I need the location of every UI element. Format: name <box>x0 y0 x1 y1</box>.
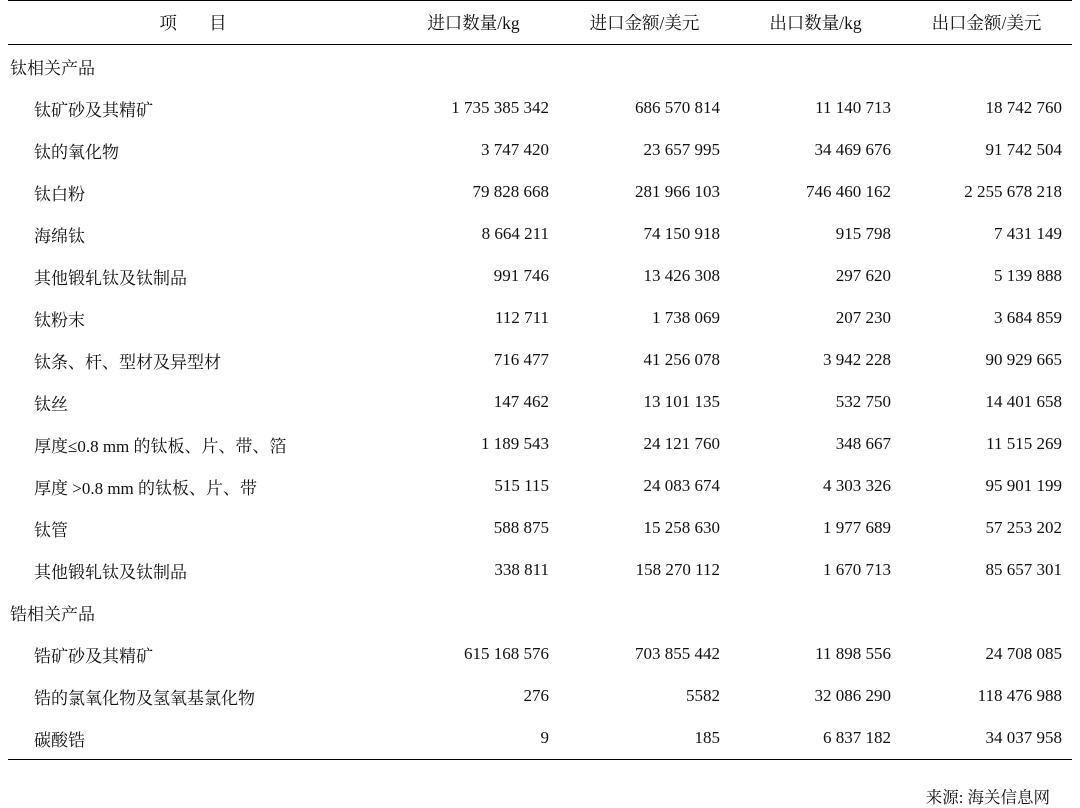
cell-import-qty: 991 746 <box>493 266 549 285</box>
cell-import-val: 24 121 760 <box>643 434 720 453</box>
cell-item: 钛矿砂及其精矿 <box>34 100 153 120</box>
table-body <box>8 45 1072 760</box>
table-row <box>8 87 1072 129</box>
cell-import-val: 41 256 078 <box>643 350 720 369</box>
cell-export-val: 91 742 504 <box>985 140 1062 159</box>
cell-item: 锆相关产品 <box>10 604 95 624</box>
cell-import-val: 74 150 918 <box>643 224 720 243</box>
cell-import-val <box>559 45 730 88</box>
cell-import-qty: 515 115 <box>494 476 549 495</box>
table-header-row <box>8 1 1072 45</box>
cell-export-qty: 1 977 689 <box>823 518 891 537</box>
cell-export-val: 3 684 859 <box>994 308 1062 327</box>
cell-export-val: 7 431 149 <box>994 224 1062 243</box>
cell-export-qty: 348 667 <box>835 434 891 453</box>
cell-import-val: 15 258 630 <box>643 518 720 537</box>
cell-export-qty: 915 798 <box>835 224 891 243</box>
trade-statistics-table <box>8 0 1072 760</box>
cell-export-qty <box>730 591 901 633</box>
cell-export-qty: 532 750 <box>835 392 891 411</box>
table-row <box>8 339 1072 381</box>
cell-import-qty: 615 168 576 <box>464 644 549 663</box>
cell-export-qty: 207 230 <box>835 308 891 327</box>
cell-import-qty: 276 <box>523 686 549 705</box>
cell-import-val: 686 570 814 <box>635 98 720 117</box>
column-header-item: 项 目 <box>159 13 241 33</box>
cell-import-val: 5582 <box>686 686 720 705</box>
cell-export-qty: 1 670 713 <box>823 560 891 579</box>
table-row <box>8 717 1072 760</box>
cell-export-val: 18 742 760 <box>985 98 1062 117</box>
cell-item: 钛条、杆、型材及异型材 <box>34 352 221 372</box>
cell-export-qty: 32 086 290 <box>814 686 891 705</box>
table-row <box>8 549 1072 591</box>
table-row <box>8 129 1072 171</box>
table-row <box>8 423 1072 465</box>
column-header-export-value: 出口金额/美元 <box>931 13 1042 33</box>
cell-import-qty: 9 <box>388 717 559 760</box>
cell-export-qty: 297 620 <box>835 266 891 285</box>
cell-export-qty: 6 837 182 <box>730 717 901 760</box>
cell-export-val <box>901 591 1072 633</box>
cell-item: 碳酸锆 <box>8 717 388 760</box>
cell-import-val: 281 966 103 <box>635 182 720 201</box>
cell-export-val: 85 657 301 <box>985 560 1062 579</box>
column-header-import-value: 进口金额/美元 <box>589 13 700 33</box>
cell-import-qty <box>388 591 559 633</box>
table-row <box>8 171 1072 213</box>
table-row <box>8 675 1072 717</box>
table-header <box>8 1 1072 45</box>
cell-export-val <box>901 45 1072 88</box>
cell-export-val: 90 929 665 <box>985 350 1062 369</box>
cell-export-val: 2 255 678 218 <box>964 182 1062 201</box>
cell-export-qty: 746 460 162 <box>806 182 891 201</box>
table-row <box>8 507 1072 549</box>
cell-import-val: 13 426 308 <box>643 266 720 285</box>
cell-import-qty: 716 477 <box>493 350 549 369</box>
table-group-row <box>8 45 1072 88</box>
cell-import-qty: 112 711 <box>495 308 549 327</box>
table-group-row <box>8 591 1072 633</box>
cell-item: 厚度≤0.8 mm 的钛板、片、带、箔 <box>34 436 287 456</box>
cell-export-val: 118 476 988 <box>977 686 1062 705</box>
cell-item: 钛粉末 <box>34 310 85 330</box>
cell-import-val: 158 270 112 <box>635 560 720 579</box>
cell-item: 钛的氧化物 <box>34 142 119 162</box>
cell-import-qty: 3 747 420 <box>481 140 549 159</box>
cell-export-val: 57 253 202 <box>985 518 1062 537</box>
cell-item: 钛丝 <box>34 394 68 414</box>
cell-export-val: 24 708 085 <box>985 644 1062 663</box>
cell-import-qty: 588 875 <box>493 518 549 537</box>
cell-export-val: 5 139 888 <box>994 266 1062 285</box>
table-row <box>8 465 1072 507</box>
cell-import-qty: 147 462 <box>493 392 549 411</box>
column-header-import-qty: 进口数量/kg <box>427 13 520 33</box>
cell-import-val <box>559 591 730 633</box>
cell-import-qty <box>388 45 559 88</box>
cell-export-qty: 3 942 228 <box>823 350 891 369</box>
cell-export-val: 95 901 199 <box>985 476 1062 495</box>
source-note: 来源: 海关信息网 <box>925 788 1050 807</box>
cell-export-qty: 11 140 713 <box>815 98 891 117</box>
cell-export-qty: 11 898 556 <box>815 644 891 663</box>
table-row <box>8 255 1072 297</box>
cell-import-qty: 79 828 668 <box>472 182 549 201</box>
table-row <box>8 213 1072 255</box>
cell-import-qty: 338 811 <box>494 560 549 579</box>
cell-import-qty: 8 664 211 <box>481 224 549 243</box>
cell-item: 厚度 >0.8 mm 的钛板、片、带 <box>34 478 258 498</box>
cell-export-qty: 4 303 326 <box>823 476 891 495</box>
cell-item: 锆矿砂及其精矿 <box>34 646 153 666</box>
cell-export-val: 11 515 269 <box>986 434 1062 453</box>
cell-export-val: 14 401 658 <box>985 392 1062 411</box>
cell-import-val: 13 101 135 <box>643 392 720 411</box>
cell-item: 钛白粉 <box>34 184 85 204</box>
cell-import-qty: 1 189 543 <box>481 434 549 453</box>
cell-import-val: 24 083 674 <box>643 476 720 495</box>
column-header-export-qty: 出口数量/kg <box>769 13 862 33</box>
cell-import-qty: 1 735 385 342 <box>451 98 549 117</box>
cell-export-qty <box>730 45 901 88</box>
table-row <box>8 297 1072 339</box>
cell-export-qty: 34 469 676 <box>814 140 891 159</box>
cell-item: 钛管 <box>34 520 68 540</box>
cell-import-val: 185 <box>559 717 730 760</box>
cell-import-val: 1 738 069 <box>652 308 720 327</box>
cell-item: 其他锻轧钛及钛制品 <box>34 268 187 288</box>
cell-item: 海绵钛 <box>34 226 85 246</box>
cell-item: 钛相关产品 <box>10 58 95 78</box>
cell-item: 其他锻轧钛及钛制品 <box>34 562 187 582</box>
cell-import-val: 703 855 442 <box>635 644 720 663</box>
table-row <box>8 381 1072 423</box>
cell-export-val: 34 037 958 <box>901 717 1072 760</box>
cell-import-val: 23 657 995 <box>643 140 720 159</box>
table-row <box>8 633 1072 675</box>
cell-item: 锆的氯氧化物及氢氧基氯化物 <box>34 688 255 708</box>
